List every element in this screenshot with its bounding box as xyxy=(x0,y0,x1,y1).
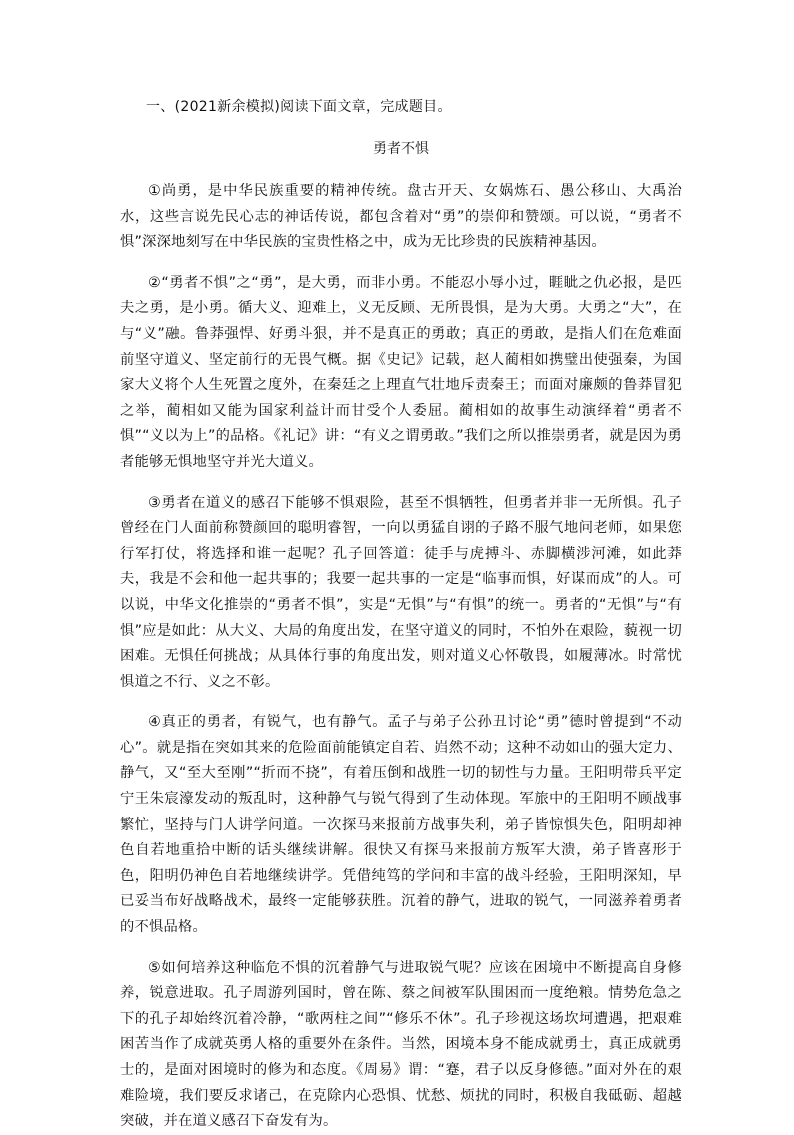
paragraph-4: ④真正的勇者，有锐气，也有静气。孟子与弟子公孙丑讨论“勇”德时曾提到“不动心”。就是指在突如其来的危险面前能镇定自若、岿然不动；这种不动如山的强大定力、静气，又“至大至刚”“折而不挠”，有着压倒和战胜一切的韧性与力量。王阳明带兵平定宁王朱宸濠发动的叛乱时，这种静气与锐气得到了生动体现。军旅中的王阳明不顾战事繁忙，坚持与门人讲学问道。一次探马来报前方战事失利，弟子皆惊惧失色，阳明却神色自若地重拾中断的话头继续讲解。很快又有探马来报前方叛军大溃，弟子皆喜形于色，阳明仍神色自若地继续讲学。凭借纯笃的学问和丰富的战斗经验，王阳明深知，早已妥当布好战略战术，最终一定能够获胜。沉着的静气，进取的锐气，一同滋养着勇者的不惧品格。 xyxy=(120,714,682,936)
question-heading: 一、(2021新余模拟)阅读下面文章，完成题目。 xyxy=(146,99,452,115)
paragraph-5: ⑤如何培养这种临危不惧的沉着静气与进取锐气呢？应该在困境中不断提高自身修养，锐意进取。孔子周游列国时，曾在陈、蔡之间被军队围困而一度绝粮。情势危急之下的孔子却始终沉着冷静，“歌两柱之间”“修乐不休”。孔子珍视这场坎坷遭遇，把艰难困苦当作了成就英勇人格的重要外在条件。当然，困境本身不能成就勇士，真正成就勇士的，是面对困境时的修为和态度。《周易》谓：“蹇，君子以反身修德。”面对外在的艰难险境，我们要反求诸己，在克除内心恐惧、忧愁、烦扰的同时，积极自我砥砺、超越突破，并在道义感召下奋发有为。 xyxy=(120,959,682,1130)
paragraph-2: ②“勇者不惧”之“勇”，是大勇，而非小勇。不能忍小辱小过，睚眦之仇必报，是匹夫之勇，是小勇。循大义、迎难上，义无反顾、无所畏惧，是为大勇。大勇之“大”，在与“义”融。鲁莽强悍、好勇斗狠，并不是真正的勇敢；真正的勇敢，是指人们在危难面前坚守道义、坚定前行的无畏气概。据《史记》记载，赵人蔺相如携璧出使强秦，为国家大义将个人生死置之度外，在秦廷之上理直气壮地斥责秦王；而面对廉颇的鲁莽冒犯之举，蔺相如又能为国家利益计而甘受个人委屈。蔺相如的故事生动演绎着“勇者不惧”“义以为上”的品格。《礼记》讲：“有义之谓勇敢。”我们之所以推崇勇者，就是因为勇者能够无惧地坚守并光大道义。 xyxy=(120,274,683,470)
paragraph-3: ③勇者在道义的感召下能够不惧艰险，甚至不惧牺牲，但勇者并非一无所惧。孔子曾经在门人面前称赞颜回的聪明睿智，一向以勇猛自诩的子路不服气地问老师，如果您行军打仗，将选择和谁一起呢？孔子回答道：徒手与虎搏斗、赤脚横涉河滩，如此莽夫，我是不会和他一起共事的；我要一起共事的一定是“临事而惧，好谋而成”的人。可以说，中华文化推崇的“勇者不惧”，实是“无惧”与“有惧”的统一。勇者的“无惧”与“有惧”应是如此：从大义、大局的角度出发，在坚守道义的同时，不怕外在艰险，藐视一切困难。无惧任何挑战；从具体行事的角度出发，则对道义心怀敬畏，如履薄冰。时常忧惧道之不行、义之不彰。 xyxy=(120,494,682,690)
paragraph-1: ①尚勇，是中华民族重要的精神传统。盘古开天、女娲炼石、愚公移山、大禹治水，这些言说先民心志的神话传说，都包含着对“勇”的崇仰和赞颂。可以说，“勇者不惧”深深地刻写在中华民族的宝贵性格之中，成为无比珍贵的民族精神基因。 xyxy=(120,183,682,251)
article-title: 勇者不惧 xyxy=(373,141,429,157)
